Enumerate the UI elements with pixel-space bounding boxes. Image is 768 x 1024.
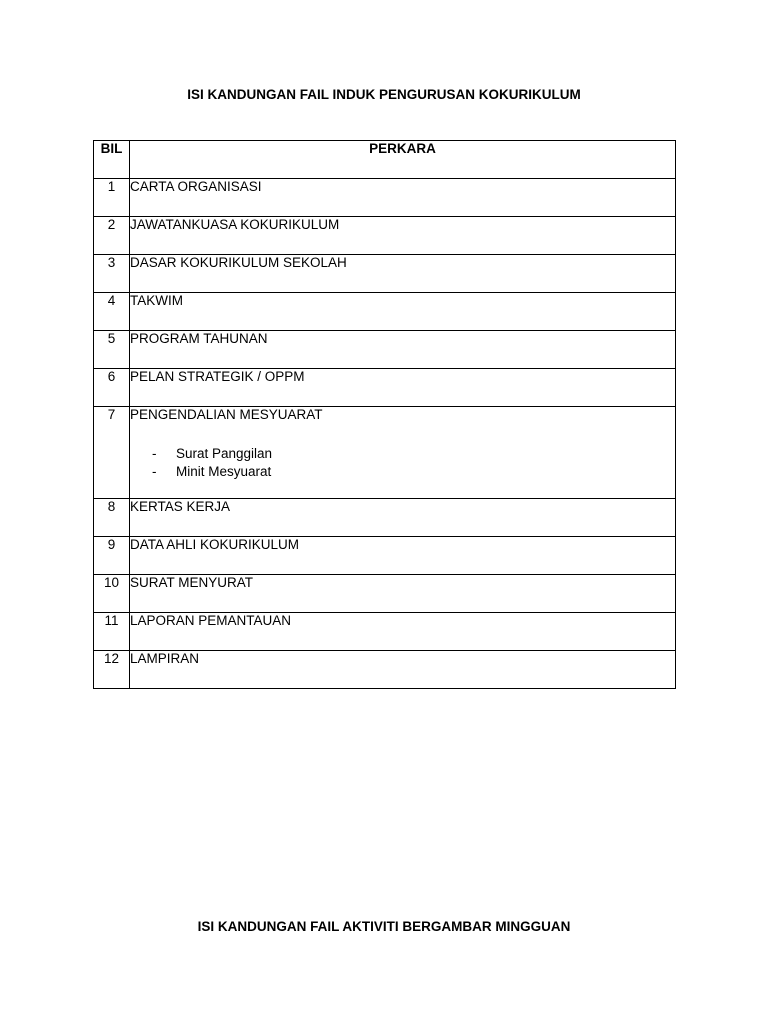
row-number: 11 xyxy=(94,613,130,651)
section-title: ISI KANDUNGAN FAIL AKTIVITI BERGAMBAR MINGGUAN xyxy=(197,919,571,934)
table-row xyxy=(94,293,676,331)
row-number: 6 xyxy=(94,369,130,407)
sub-item xyxy=(130,445,675,463)
row-item: PROGRAM TAHUNAN xyxy=(130,331,268,346)
table-row xyxy=(94,255,676,293)
table-header-row xyxy=(94,141,676,179)
table-row xyxy=(94,575,676,613)
sub-item xyxy=(130,463,675,481)
row-number: 5 xyxy=(94,331,130,369)
row-number: 10 xyxy=(94,575,130,613)
row-item: DATA AHLI KOKURIKULUM xyxy=(130,537,300,552)
table-row xyxy=(94,613,676,651)
row-item: KERTAS KERJA xyxy=(130,499,231,514)
row-item: CARTA ORGANISASI xyxy=(130,179,262,194)
row-item: LAPORAN PEMANTAUAN xyxy=(130,613,292,628)
row-item: LAMPIRAN xyxy=(130,651,200,666)
page-title: ISI KANDUNGAN FAIL INDUK PENGURUSAN KOKURIKULUM xyxy=(187,87,581,102)
row-item: PELAN STRATEGIK / OPPM xyxy=(130,369,305,384)
row-item: TAKWIM xyxy=(130,293,183,308)
row-number: 7 xyxy=(94,407,130,499)
sub-item-list xyxy=(130,445,675,481)
sub-item-label: Surat Panggilan xyxy=(176,446,273,461)
row-number: 4 xyxy=(94,293,130,331)
table-row xyxy=(94,499,676,537)
table-row xyxy=(94,651,676,689)
row-number: 8 xyxy=(94,499,130,537)
row-number: 12 xyxy=(94,651,130,689)
row-item: JAWATANKUASA KOKURIKULUM xyxy=(130,217,340,232)
row-number: 2 xyxy=(94,217,130,255)
row-item: PENGENDALIAN MESYUARAT xyxy=(130,407,323,422)
row-number: 3 xyxy=(94,255,130,293)
list-marker: - xyxy=(152,446,157,461)
table-row xyxy=(94,407,676,499)
table-row xyxy=(94,369,676,407)
header-perkara: PERKARA xyxy=(130,141,676,179)
row-number: 1 xyxy=(94,179,130,217)
sub-item-label: Minit Mesyuarat xyxy=(176,464,272,479)
table-row xyxy=(94,179,676,217)
row-item: DASAR KOKURIKULUM SEKOLAH xyxy=(130,255,347,270)
header-bil: BIL xyxy=(94,141,130,179)
table-row xyxy=(94,217,676,255)
list-marker: - xyxy=(152,464,157,479)
row-number: 9 xyxy=(94,537,130,575)
contents-table xyxy=(93,140,676,689)
table-row xyxy=(94,537,676,575)
table-row xyxy=(94,331,676,369)
row-item: SURAT MENYURAT xyxy=(130,575,254,590)
